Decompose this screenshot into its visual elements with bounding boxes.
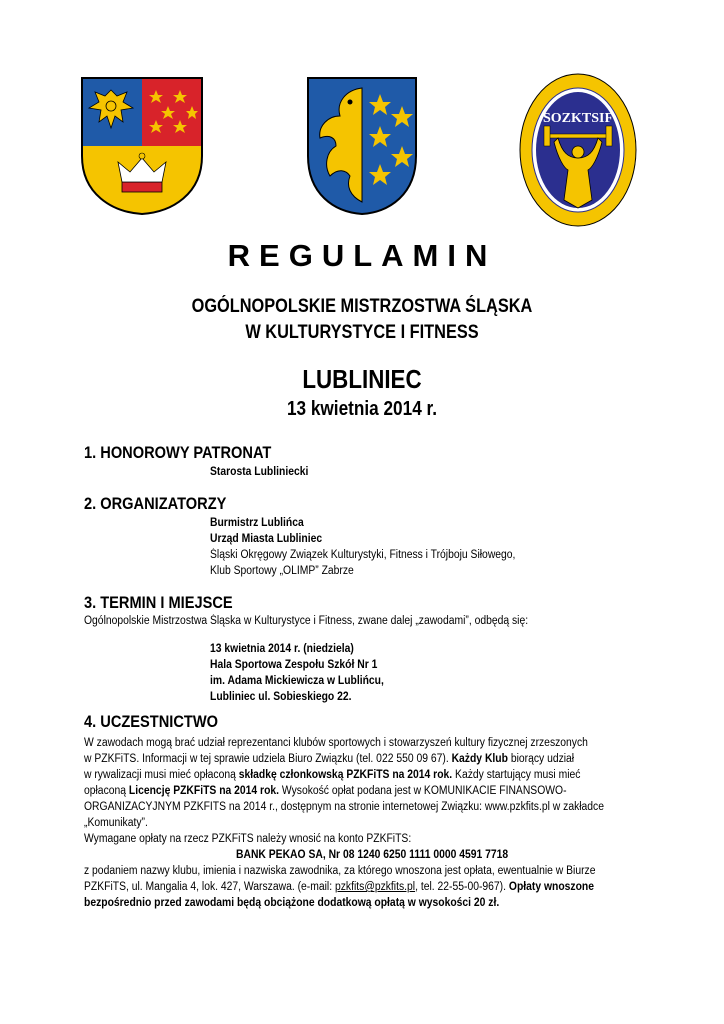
payment-line-3: bezpośrednio przed zawodami będą obciążone dodatkową opłatą w wysokości 20 zł. — [84, 897, 500, 909]
license-text: Licencję PZKFiTS na 2014 rok. — [128, 785, 280, 797]
organizer-line-1: Burmistrz Lublińca — [210, 517, 304, 529]
email-link[interactable]: pzkfits@pzkfits.pl — [334, 881, 416, 893]
lubliniec-coat-of-arms-icon — [306, 76, 418, 216]
phone-text: , tel. 22-55-00-967). — [415, 881, 507, 893]
participation-line-1: W zawodach mogą brać udział reprezentanci klubów sportowych i stowarzyszeń kultury fizycznej zrzeszonych — [84, 737, 588, 749]
every-club-text: Każdy Klub — [451, 753, 508, 765]
section-3-intro: Ogólnopolskie Mistrzostwa Śląska w Kulturystyce i Fitness, zwane dalej „zawodami”, odbędą się: — [84, 615, 529, 627]
document-title: REGULAMIN — [227, 238, 497, 273]
bank-account-line: BANK PEKAO SA, Nr 08 1240 6250 1111 0000 4591 7718 — [236, 849, 509, 861]
venue-line-1: 13 kwietnia 2014 r. (niedziela) — [210, 643, 354, 655]
payment-line-1: z podaniem nazwy klubu, imienia i nazwiska zawodnika, za którego wnoszona jest opłata, ewentualnie w Biurze — [84, 865, 596, 877]
section-3-heading: 3. TERMIN I MIEJSCE — [84, 593, 233, 612]
participation-line-3 — [84, 768, 580, 782]
office-address-text: PZKFiTS, ul. Mangalia 4, lok. 427, Warszawa. (e-mail: — [84, 881, 333, 893]
participating-text: biorący udział — [510, 753, 575, 765]
organizer-line-3: Śląski Okręgowy Związek Kulturystyki, Fitness i Trójboju Siłowego, — [210, 549, 516, 561]
venue-line-2: Hala Sportowa Zespołu Szkół Nr 1 — [210, 659, 378, 671]
logos-row — [0, 72, 724, 232]
subtitle-line-2: W KULTURYSTYCE I FITNESS — [245, 322, 479, 343]
event-date: 13 kwietnia 2014 r. — [286, 398, 438, 420]
paid-text: opłaconą — [84, 785, 127, 797]
venue-line-4: Lubliniec ul. Sobieskiego 22. — [210, 691, 352, 703]
participation-line-4 — [84, 784, 567, 798]
participation-line-2 — [84, 752, 574, 766]
patron-line: Starosta Lubliniecki — [210, 466, 309, 478]
venue-line-3: im. Adama Mickiewicza w Lublińcu, — [210, 675, 384, 687]
sozktsif-emblem-icon — [518, 72, 638, 232]
must-have-text: w rywalizacji musi mieć opłaconą — [84, 769, 236, 781]
participation-line-6: „Komunikaty”. — [84, 817, 148, 829]
fees-line: Wymagane opłaty na rzecz PZKFiTS należy wnosić na konto PZKFiTS: — [84, 833, 412, 845]
section-2-heading: 2. ORGANIZATORZY — [84, 494, 227, 513]
silesian-coat-of-arms-icon — [80, 76, 204, 216]
emblem-text: SOZKTSIF — [542, 111, 614, 126]
info-text: w PZKFiTS. Informacji w tej sprawie udziela Biuro Związku (tel. 022 550 09 67). — [84, 753, 449, 765]
participation-line-5: ORGANIZACYJNYM PZKFITS na 2014 r., dostępnym na stronie internetowej Związku: www.pzkfits.pl w zakładce — [84, 801, 605, 813]
fees-paid-text: Opłaty wnoszone — [508, 881, 595, 893]
organizer-line-4: Klub Sportowy „OLIMP” Zabrze — [210, 565, 354, 577]
section-1-heading: 1. HONOROWY PATRONAT — [84, 443, 272, 462]
fees-announced-text: Wysokość opłat podana jest w KOMUNIKACIE FINANSOWO- — [281, 785, 567, 797]
organizer-line-2: Urząd Miasta Lubliniec — [210, 533, 323, 545]
payment-line-2 — [84, 880, 594, 894]
subtitle-line-1: OGÓLNOPOLSKIE MISTRZOSTWA ŚLĄSKA — [191, 296, 533, 317]
each-competitor-text: Każdy startujący musi mieć — [455, 769, 581, 781]
section-4-heading: 4. UCZESTNICTWO — [84, 712, 219, 731]
event-city: LUBLINIEC — [302, 364, 422, 394]
membership-fee-text: składkę członkowską PZKFiTS na 2014 rok. — [238, 769, 453, 781]
